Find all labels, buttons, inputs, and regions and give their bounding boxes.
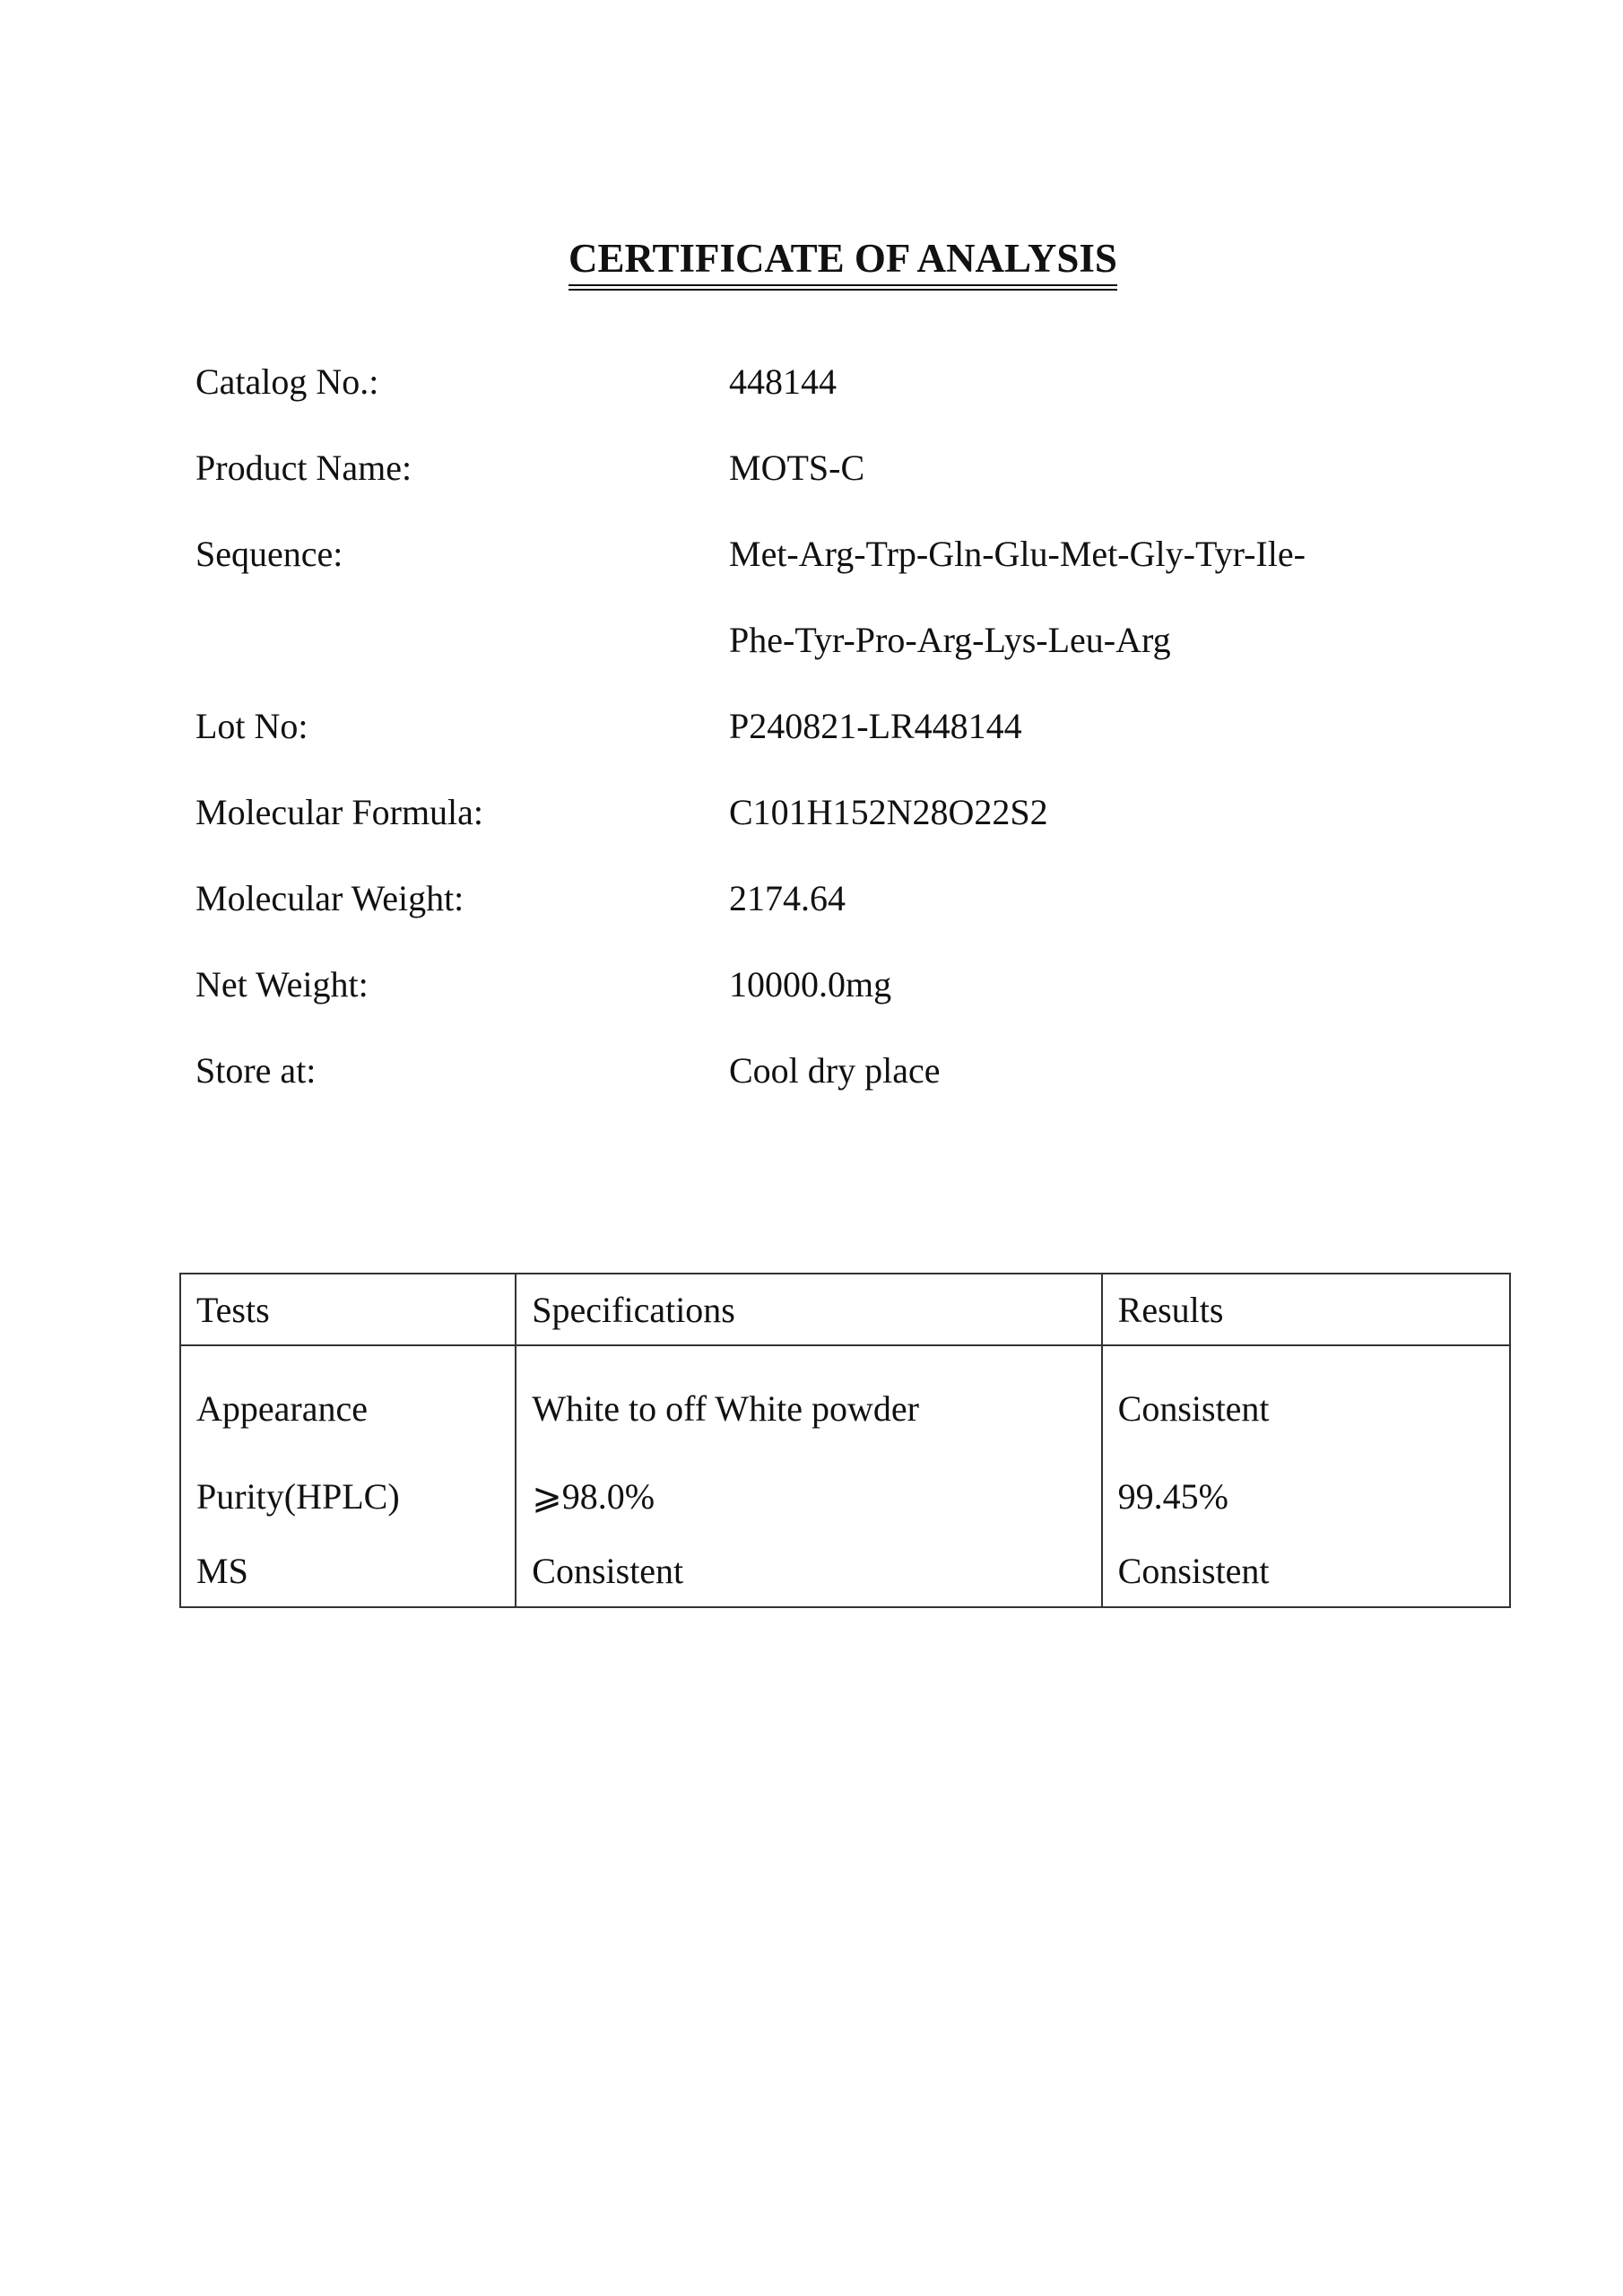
table-cell-result: Consistent	[1102, 1535, 1510, 1607]
column-header-tests: Tests	[180, 1274, 516, 1345]
info-row-sequence-continued	[195, 597, 1451, 683]
table-cell-test: MS	[180, 1535, 516, 1607]
info-row-formula	[195, 770, 1451, 856]
document-title-text: CERTIFICATE OF ANALYSIS	[568, 239, 1117, 291]
document-title	[0, 236, 1623, 291]
results-table-head	[180, 1274, 1510, 1345]
table-row	[180, 1535, 1510, 1607]
table-cell-specification: ⩾98.0%	[516, 1457, 1101, 1535]
info-row-lot	[195, 683, 1451, 770]
table-cell-result: 99.45%	[1102, 1457, 1510, 1535]
column-header-specifications: Specifications	[516, 1274, 1101, 1345]
info-value: MOTS-C	[729, 448, 865, 488]
info-label: Catalog No.:	[195, 361, 379, 402]
info-value: C101H152N28O22S2	[729, 792, 1048, 832]
column-header-results: Results	[1102, 1274, 1510, 1345]
info-value: Met-Arg-Trp-Gln-Glu-Met-Gly-Tyr-Ile-	[729, 534, 1306, 574]
info-row-product-name	[195, 425, 1451, 511]
info-label: Molecular Formula:	[195, 792, 484, 832]
info-value: P240821-LR448144	[729, 706, 1022, 746]
info-value: Phe-Tyr-Pro-Arg-Lys-Leu-Arg	[729, 620, 1171, 660]
info-row-molecular-weight	[195, 856, 1451, 942]
info-label: Store at:	[195, 1050, 317, 1091]
table-cell-specification: Consistent	[516, 1535, 1101, 1607]
results-table	[179, 1273, 1511, 1608]
table-cell-test: Purity(HPLC)	[180, 1457, 516, 1535]
info-label: Molecular Weight:	[195, 878, 464, 918]
results-table-body	[180, 1345, 1510, 1607]
table-cell-test: Appearance	[180, 1345, 516, 1457]
info-value: Cool dry place	[729, 1050, 941, 1091]
info-row-sequence	[195, 511, 1451, 597]
info-value: 448144	[729, 361, 837, 402]
info-row-net-weight	[195, 942, 1451, 1028]
info-label: Product Name:	[195, 448, 412, 488]
table-cell-result: Consistent	[1102, 1345, 1510, 1457]
product-info	[195, 339, 1451, 1114]
table-header-row	[180, 1274, 1510, 1345]
info-value: 2174.64	[729, 878, 846, 918]
table-cell-specification: White to off White powder	[516, 1345, 1101, 1457]
table-row	[180, 1457, 1510, 1535]
info-label: Lot No:	[195, 706, 308, 746]
info-label: Sequence:	[195, 534, 343, 574]
table-row	[180, 1345, 1510, 1457]
info-label: Net Weight:	[195, 964, 369, 1004]
info-value: 10000.0mg	[729, 964, 892, 1004]
info-row-catalog	[195, 339, 1451, 425]
info-row-storage	[195, 1028, 1451, 1114]
